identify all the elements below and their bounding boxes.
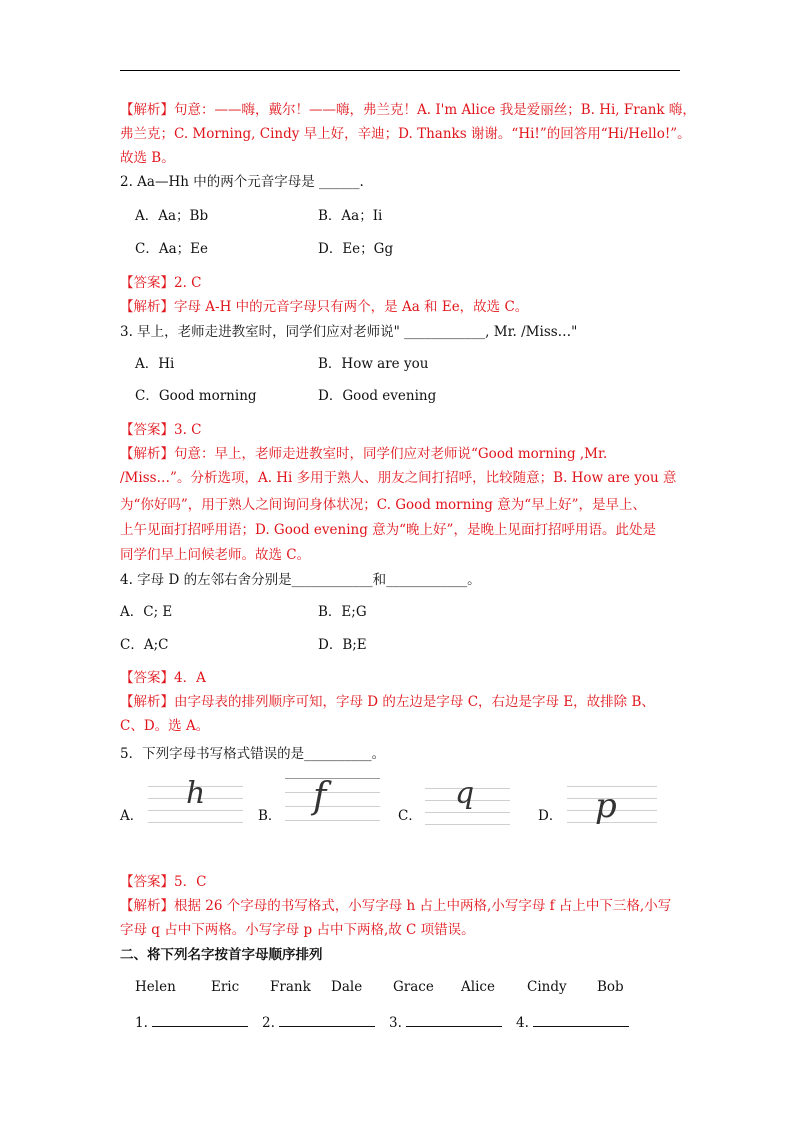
- q4-option-d[interactable]: D．B;E: [318, 637, 367, 653]
- name-item: Alice: [461, 979, 495, 995]
- q5-letter-c: q: [455, 776, 475, 811]
- q5-expl-line-2: 字母 q 占中下两格。小写字母 p 占中下两格,故 C 项错误。: [120, 922, 475, 938]
- q4-answer: 【答案】4．A: [120, 670, 206, 686]
- name-item: Cindy: [527, 979, 567, 995]
- q5-option-a-image[interactable]: [148, 776, 243, 832]
- q3-expl-line-1: 【解析】句意：早上，老师走进教室时，同学们应对老师说“Good morning ,Mr.: [120, 446, 608, 462]
- q3-expl-line-4: 上午见面打招呼用语；D. Good evening 意为“晚上好”，是晚上见面打招呼用语。此处是: [120, 522, 656, 538]
- q5-option-c-image[interactable]: [425, 776, 510, 828]
- q3-answer: 【答案】3. C: [120, 422, 202, 438]
- section2-title: 二、将下列名字按首字母顺序排列: [120, 947, 323, 963]
- answer-blank-4[interactable]: 4.: [516, 1012, 629, 1033]
- name-item: Frank: [270, 979, 311, 995]
- q3-option-c[interactable]: C．Good morning: [135, 388, 257, 404]
- answer-blank-2[interactable]: 2.: [262, 1012, 375, 1033]
- q4-option-b[interactable]: B．E;G: [318, 604, 367, 620]
- q2-stem: 2. Aa—Hh 中的两个元音字母是 ______.: [120, 174, 364, 190]
- q5-letter-d: p: [595, 786, 617, 826]
- q2-option-a[interactable]: A．Aa；Bb: [135, 208, 209, 224]
- q2-option-d[interactable]: D．Ee；Gg: [318, 241, 394, 257]
- answer-blank-1[interactable]: 1.: [135, 1012, 248, 1033]
- q3-option-a[interactable]: A．Hi: [135, 356, 175, 372]
- q5-letter-b: f: [313, 776, 327, 817]
- q4-expl-line-2: C、D。选 A。: [120, 718, 210, 734]
- q5-option-b-label[interactable]: B．: [258, 808, 282, 824]
- name-item: Helen: [135, 979, 176, 995]
- header-rule: [120, 70, 680, 71]
- q3-expl-line-2: /Miss…”。分析选项，A. Hi 多用于熟人、朋友之间打招呼，比较随意；B. How are you 意: [120, 470, 677, 486]
- q4-option-a[interactable]: A．C; E: [120, 604, 173, 620]
- q4-stem: 4. 字母 D 的左邻右舍分别是____________和____________。: [120, 572, 481, 588]
- q2-option-b[interactable]: B．Aa；Ii: [318, 208, 383, 224]
- answer-blank-3[interactable]: 3.: [389, 1012, 502, 1033]
- name-item: Bob: [597, 979, 624, 995]
- q4-expl-line-1: 【解析】由字母表的排列顺序可知，字母 D 的左边是字母 C，右边是字母 E，故排除 B、: [120, 694, 655, 710]
- q3-option-d[interactable]: D．Good evening: [318, 388, 437, 404]
- q5-expl-line-1: 【解析】根据 26 个字母的书写格式，小写字母 h 占上中两格,小写字母 f 占上中下三格,小写: [120, 898, 672, 914]
- q5-option-d-label[interactable]: D．: [538, 808, 563, 824]
- q5-stem: 5．下列字母书写格式错误的是__________。: [120, 746, 386, 762]
- q1-expl-line-3: 故选 B。: [120, 150, 175, 166]
- q1-expl-line-1: 【解析】句意：——嗨，戴尔！——嗨，弗兰克！A. I'm Alice 我是爱丽丝；B. Hi, Frank 嗨，: [120, 102, 696, 118]
- q2-explanation: 【解析】字母 A-H 中的元音字母只有两个，是 Aa 和 Ee，故选 C。: [120, 299, 529, 315]
- name-item: Eric: [211, 979, 240, 995]
- q5-answer: 【答案】5．C: [120, 874, 207, 890]
- q3-stem: 3. 早上，老师走进教室时，同学们应对老师说" ____________, Mr. /Miss…": [120, 324, 578, 340]
- name-item: Dale: [331, 979, 363, 995]
- q4-option-c[interactable]: C．A;C: [120, 637, 169, 653]
- q1-expl-line-2: 弗兰克；C. Morning, Cindy 早上好，辛迪；D. Thanks 谢谢。“Hi!”的回答用“Hi/Hello!”。: [120, 126, 691, 142]
- q5-option-a-label[interactable]: A．: [120, 808, 144, 824]
- q5-letter-a: h: [186, 776, 206, 811]
- q3-expl-line-5: 同学们早上问候老师。故选 C。: [120, 547, 311, 563]
- q3-option-b[interactable]: B．How are you: [318, 356, 429, 372]
- q3-expl-line-3: 为“你好吗”，用于熟人之间询问身体状况；C. Good morning 意为“早上好”，是早上、: [120, 497, 647, 513]
- q2-answer: 【答案】2. C: [120, 275, 202, 291]
- q5-option-b-image[interactable]: [285, 774, 380, 832]
- q5-option-d-image[interactable]: [567, 778, 657, 834]
- name-item: Grace: [393, 979, 434, 995]
- q5-option-c-label[interactable]: C．: [398, 808, 422, 824]
- q2-option-c[interactable]: C．Aa；Ee: [135, 241, 208, 257]
